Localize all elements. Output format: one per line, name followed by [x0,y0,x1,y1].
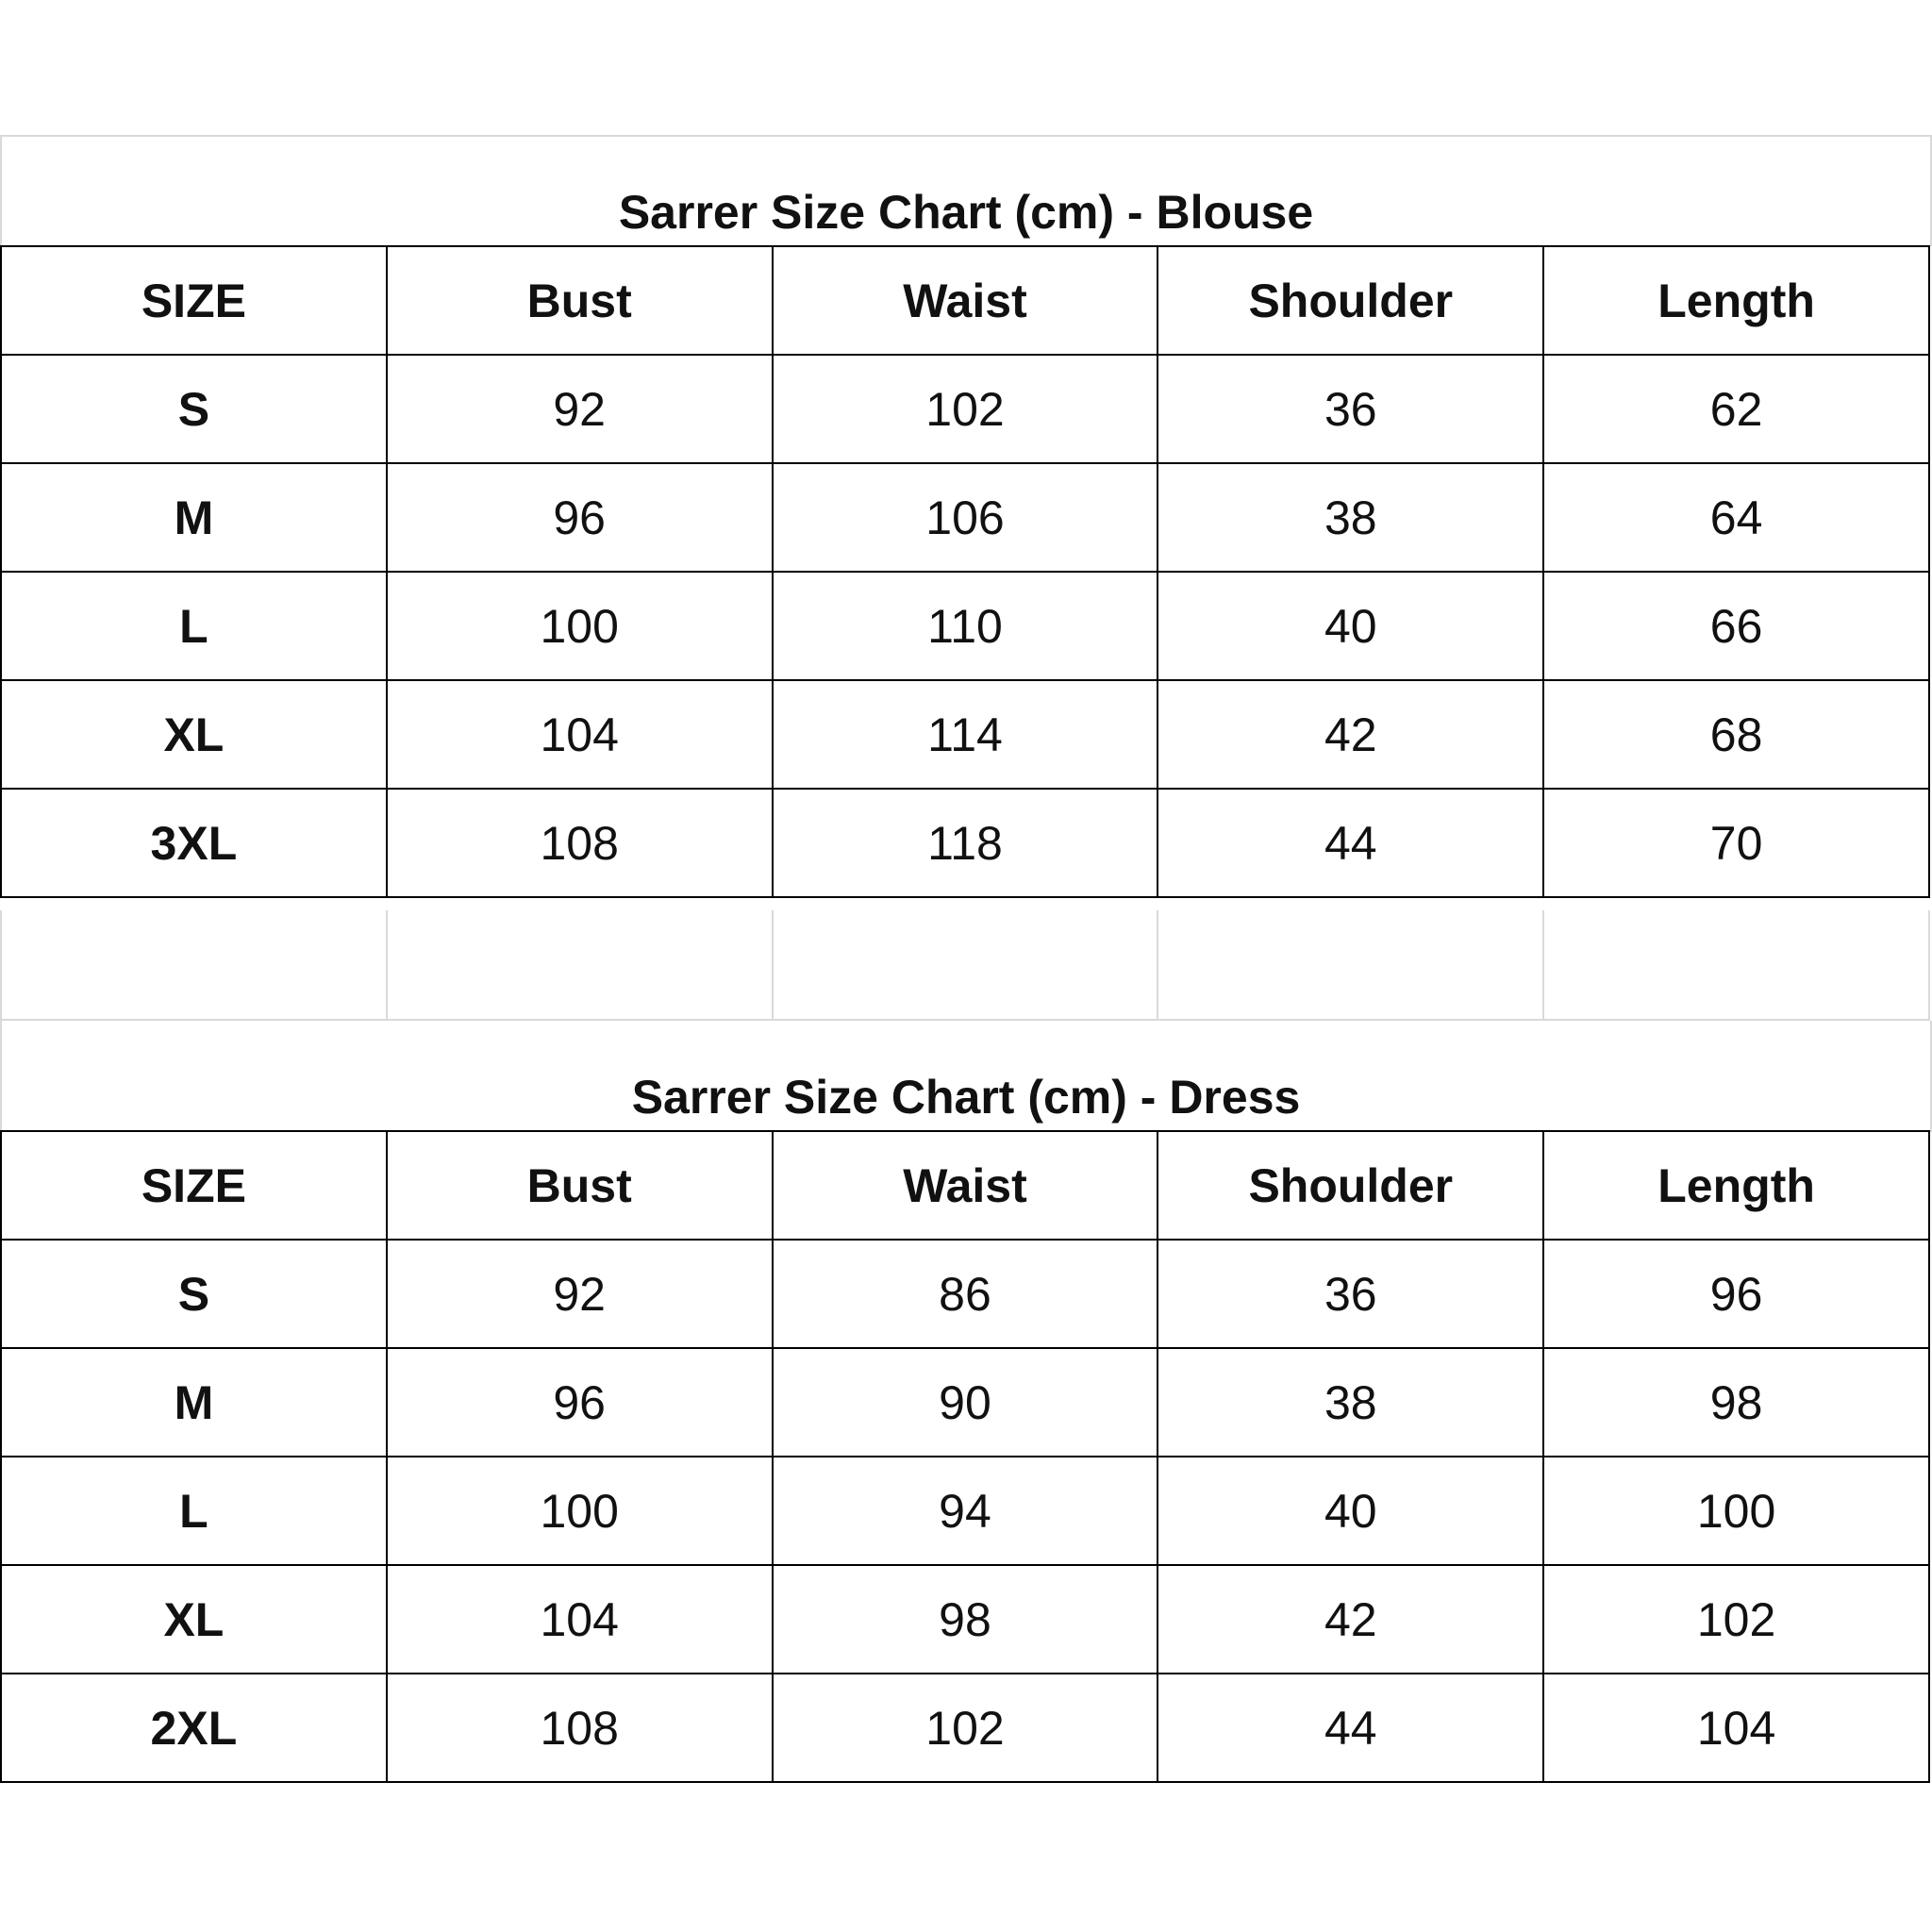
blouse-chart-title: Sarrer Size Chart (cm) - Blouse [618,186,1314,239]
table-row [1,1457,1929,1565]
sheet-top-gridline [0,135,1932,137]
shoulder-cell: 44 [1158,789,1543,897]
waist-cell: 102 [773,1674,1158,1782]
size-cell: M [1,1348,387,1457]
dress-header-shoulder: Shoulder [1158,1131,1543,1240]
shoulder-cell: 36 [1158,355,1543,463]
bust-cell: 100 [387,1457,773,1565]
length-cell: 98 [1543,1348,1929,1457]
blouse-header-row [1,246,1929,355]
shoulder-cell: 36 [1158,1240,1543,1348]
table-row [1,1348,1929,1457]
length-cell: 96 [1543,1240,1929,1348]
table-row [1,463,1929,572]
bust-cell: 92 [387,355,773,463]
waist-cell: 118 [773,789,1158,897]
waist-cell: 106 [773,463,1158,572]
blouse-header-shoulder: Shoulder [1158,246,1543,355]
bust-cell: 108 [387,789,773,897]
size-cell: L [1,572,387,680]
size-cell: 3XL [1,789,387,897]
length-cell: 102 [1543,1565,1929,1674]
size-cell: S [1,355,387,463]
blouse-header-length: Length [1543,246,1929,355]
dress-header-length: Length [1543,1131,1929,1240]
size-cell: XL [1,680,387,789]
bust-cell: 104 [387,1565,773,1674]
size-cell: M [1,463,387,572]
shoulder-cell: 44 [1158,1674,1543,1782]
dress-header-waist: Waist [773,1131,1158,1240]
bust-cell: 108 [387,1674,773,1782]
length-cell: 100 [1543,1457,1929,1565]
table-row [1,572,1929,680]
waist-cell: 114 [773,680,1158,789]
blouse-header-bust: Bust [387,246,773,355]
empty-cell [1543,910,1929,1020]
shoulder-cell: 42 [1158,1565,1543,1674]
empty-cell [773,910,1158,1020]
waist-cell: 110 [773,572,1158,680]
bust-cell: 96 [387,1348,773,1457]
size-cell: XL [1,1565,387,1674]
table-row [1,1240,1929,1348]
table-row [1,1674,1929,1782]
empty-cell [387,910,773,1020]
bust-cell: 92 [387,1240,773,1348]
waist-cell: 90 [773,1348,1158,1457]
waist-cell: 86 [773,1240,1158,1348]
bust-cell: 96 [387,463,773,572]
size-cell: S [1,1240,387,1348]
table-row [1,789,1929,897]
length-cell: 104 [1543,1674,1929,1782]
length-cell: 66 [1543,572,1929,680]
shoulder-cell: 42 [1158,680,1543,789]
waist-cell: 98 [773,1565,1158,1674]
length-cell: 62 [1543,355,1929,463]
table-row [1,680,1929,789]
shoulder-cell: 40 [1158,1457,1543,1565]
empty-cell [1158,910,1543,1020]
blouse-header-waist: Waist [773,246,1158,355]
bust-cell: 104 [387,680,773,789]
waist-cell: 94 [773,1457,1158,1565]
spacer-row [0,910,1930,1021]
blouse-header-size: SIZE [1,246,387,355]
waist-cell: 102 [773,355,1158,463]
length-cell: 68 [1543,680,1929,789]
shoulder-cell: 40 [1158,572,1543,680]
shoulder-cell: 38 [1158,463,1543,572]
dress-size-table [0,1130,1930,1783]
dress-header-size: SIZE [1,1131,387,1240]
bust-cell: 100 [387,572,773,680]
size-cell: 2XL [1,1674,387,1782]
table-row [1,1565,1929,1674]
dress-chart-title: Sarrer Size Chart (cm) - Dress [631,1071,1301,1124]
length-cell: 70 [1543,789,1929,897]
dress-header-row [1,1131,1929,1240]
table-row [1,355,1929,463]
length-cell: 64 [1543,463,1929,572]
empty-cell [1,910,387,1020]
shoulder-cell: 38 [1158,1348,1543,1457]
blouse-size-table [0,245,1930,898]
dress-header-bust: Bust [387,1131,773,1240]
size-cell: L [1,1457,387,1565]
